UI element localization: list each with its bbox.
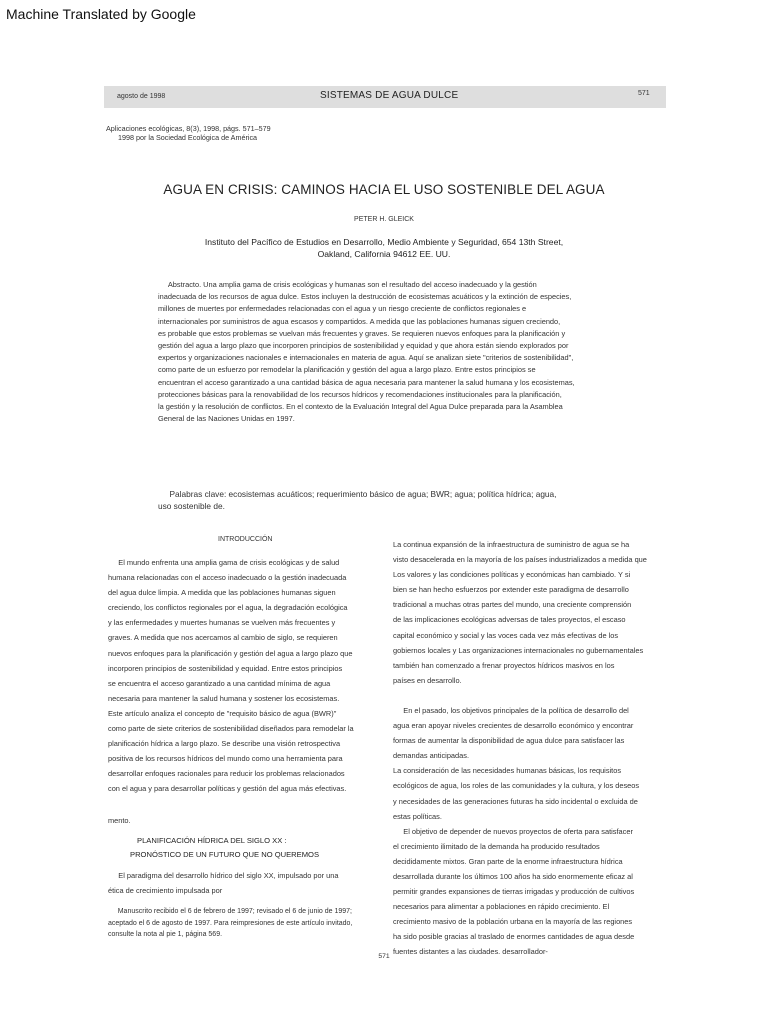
body-line: La continua expansión de la infraestructura de suministro de agua se ha (393, 540, 630, 549)
orphan-word: mento. (108, 816, 131, 825)
footnote (108, 906, 352, 941)
body-line: capital económico y social y las voces cada vez más efectivas de los (393, 630, 619, 640)
abstract-line: internacionales por suministros de agua escasos y compartidos. A medida que las poblaciones humanas siguen creciendo, (158, 316, 561, 326)
body-line: desarrollada durante los últimos 100 años ha sido enormemente eficaz al (393, 871, 633, 881)
body-line: decididamente mixtos. Gran parte de la enorme infraestructura hídrica (393, 856, 623, 866)
body-line: ecológicos de agua, los roles de las comunidades y la cultura, y los deseos (393, 781, 640, 791)
abstract-line: encuentran el acceso garantizado a una cantidad básica de agua necesaria para mantener la salud humana y los ecosistemas, (158, 377, 575, 387)
abstract-line: protecciones básicas para la renovabilidad de los recursos hídricos y recomendaciones institucionales para la planificación, (158, 389, 562, 399)
left-column-text (108, 555, 354, 797)
body-line: y necesidades de las generaciones futuras ha sido incidental o excluida de (393, 796, 638, 806)
machine-translated-banner: Machine Translated by Google (6, 6, 196, 22)
body-line: crecimiento masivo de la población urbana en la mayoría de las regiones (393, 917, 633, 927)
abstract-line: gestión del agua a largo plazo que incorporen principios de sostenibilidad y equidad y que ahora están siendo explorados por (158, 341, 569, 351)
body-line: países en desarrollo. (393, 675, 462, 685)
body-line: se encuentra el acceso garantizado a una cantidad mínima de agua (108, 678, 331, 688)
footnote-line: consulte la nota al pie 1, página 569. (108, 931, 223, 938)
introduction-heading: INTRODUCCIÓN (218, 536, 273, 543)
header-date: agosto de 1998 (117, 93, 166, 100)
body-line: gobiernos locales y Las organizaciones internacionales no gubernamentales (393, 645, 644, 655)
body-line: de las implicaciones ecológicas adversas de tales proyectos, el escaso (393, 615, 626, 625)
author-name: PETER H. GLEICK (354, 216, 414, 223)
body-line: visto desacelerada en la mayoría de los países industrializados a medida que (393, 555, 647, 565)
citation-block (106, 124, 271, 142)
body-line: El objetivo de depender de nuevos proyectos de oferta para satisfacer (393, 826, 633, 836)
body-line: creciendo, los conflictos regionales por el agua, la degradación ecológica (108, 603, 348, 613)
article-title: AGUA EN CRISIS: CAMINOS HACIA EL USO SOSTENIBLE DEL AGUA (163, 182, 605, 197)
abstract-line: millones de muertes por enfermedades relacionadas con el agua y un riesgo creciente de conflictos regionales e (158, 304, 527, 314)
abstract-line: la gestión y la resolución de conflictos. En el contexto de la Evaluación Integral del Agua Dulce preparada para la Asamblea (158, 402, 563, 412)
section-heading-line: PRONÓSTICO DE UN FUTURO QUE NO QUEREMOS (130, 850, 320, 859)
left-column-text-continued (108, 868, 338, 898)
abstract-line: expertos y organizaciones nacionales e internacionales en materia de agua. Aquí se analizan siete "criterios de sostenibilidad", (158, 353, 574, 363)
affiliation (140, 236, 628, 260)
abstract-line: Abstracto. Una amplia gama de crisis ecológicas y humanas son el resultado del acceso inadecuado y la gestión (158, 280, 537, 289)
body-line: permitir grandes expansiones de tierras irrigadas y producción de cultivos (393, 887, 635, 897)
body-line: En el pasado, los objetivos principales de la política de desarrollo del (393, 705, 629, 715)
right-column-text (393, 537, 647, 960)
body-line: el crecimiento ilimitado de la demanda ha producido resultados (393, 841, 600, 851)
section-heading-line: PLANIFICACIÓN HÍDRICA DEL SIGLO XX : (137, 836, 287, 845)
abstract-line: es probable que estos problemas se vuelvan más frecuentes y graves. Se requieren nuevos enfoques para la planificación y (158, 328, 566, 338)
body-line: desarrollar enfoques racionales para reducir los problemas relacionados (108, 769, 345, 779)
body-line: también han comenzado a frenar proyectos hídricos masivos en los (393, 660, 615, 670)
abstract (158, 279, 610, 425)
body-line: fuentes distantes a las ciudades. desarrollador- (393, 947, 548, 957)
body-line: formas de aumentar la disponibilidad de agua dulce para satisfacer las (393, 736, 625, 746)
header-page-number: 571 (638, 90, 650, 97)
affiliation-line: Instituto del Pacífico de Estudios en Desarrollo, Medio Ambiente y Seguridad, 654 13th Street, (204, 237, 564, 247)
footer-page-number: 571 (378, 953, 390, 960)
body-line: ha sido posible gracias al traslado de enormes cantidades de agua desde (393, 932, 635, 942)
body-line: necesarios para alimentar a poblaciones en rápido crecimiento. El (393, 902, 610, 912)
body-line: positiva de los recursos hídricos del mundo como una herramienta para (108, 754, 343, 764)
body-line: Este artículo analiza el concepto de "requisito básico de agua (BWR)" (108, 708, 337, 718)
body-line: bien se han hecho esfuerzos por extender este paradigma de desarrollo (393, 585, 629, 595)
affiliation-line: Oakland, California 94612 EE. UU. (317, 249, 451, 259)
keywords-line: Palabras clave: ecosistemas acuáticos; requerimiento básico de agua; BWR; agua; política hídrica; agua, (158, 489, 557, 499)
body-line: con el agua y para desarrollar políticas y gestión del agua más efectivas. (108, 784, 347, 794)
body-line: El paradigma del desarrollo hídrico del siglo XX, impulsado por una (108, 871, 339, 880)
body-line: del agua dulce limpia. A medida que las poblaciones humanas siguen (108, 588, 336, 598)
body-line: tradicional a muchas otras partes del mundo, una creciente comprensión (393, 600, 632, 610)
footnote-line: Manuscrito recibido el 6 de febrero de 1997; revisado el 6 de junio de 1997; (108, 908, 352, 915)
abstract-line: inadecuada de los recursos de agua dulce. Estos incluyen la destrucción de ecosistemas acuáticos y la extinción de especies, (158, 292, 572, 302)
paragraph-gap (393, 688, 647, 703)
body-line: necesaria para mantener la salud humana y sostener los ecosistemas. (108, 693, 340, 703)
body-line: graves. A medida que nos acercamos al cambio de siglo, se requieren (108, 633, 338, 643)
body-line: nuevos enfoques para la planificación y gestión del agua a largo plazo que (108, 648, 353, 658)
body-line: estas políticas. (393, 811, 442, 821)
body-line: como parte de siete criterios de sostenibilidad diseñados para remodelar la (108, 724, 354, 734)
citation-line: Aplicaciones ecológicas, 8(3), 1998, págs. 571–579 (106, 124, 271, 133)
body-line: incorporen principios de sostenibilidad y equidad. Entre estos principios (108, 663, 343, 673)
citation-line: 1998 por la Sociedad Ecológica de América (118, 133, 258, 142)
footnote-line: aceptado el 6 de agosto de 1997. Para reimpresiones de este artículo invitado, (108, 919, 353, 927)
header-journal-title: SISTEMAS DE AGUA DULCE (320, 90, 459, 101)
keywords-line: uso sostenible de. (158, 501, 225, 511)
abstract-line: como parte de un esfuerzo por remodelar la planificación y gestión del agua a largo plazo. Entre estos principios se (158, 365, 536, 375)
body-line: humana relacionadas con el acceso inadecuado o la gestión inadecuada (108, 573, 347, 583)
body-line: y las enfermedades y muertes humanas se vuelven más frecuentes y (108, 618, 336, 628)
body-line: demandas anticipadas. (393, 751, 470, 761)
body-line: agua eran apoyar niveles crecientes de desarrollo económico y encontrar (393, 721, 634, 731)
abstract-line: General de las Naciones Unidas en 1997. (158, 414, 295, 424)
keywords (158, 488, 618, 512)
body-line: La consideración de las necesidades humanas básicas, los requisitos (393, 766, 622, 776)
body-line: ética de crecimiento impulsada por (108, 886, 223, 896)
body-line: El mundo enfrenta una amplia gama de crisis ecológicas y de salud (108, 558, 340, 567)
body-line: planificación hídrica a largo plazo. Se describe una visión retrospectiva (108, 739, 341, 749)
body-line: Los valores y las condiciones políticas y económicas han cambiado. Y si (393, 570, 631, 580)
